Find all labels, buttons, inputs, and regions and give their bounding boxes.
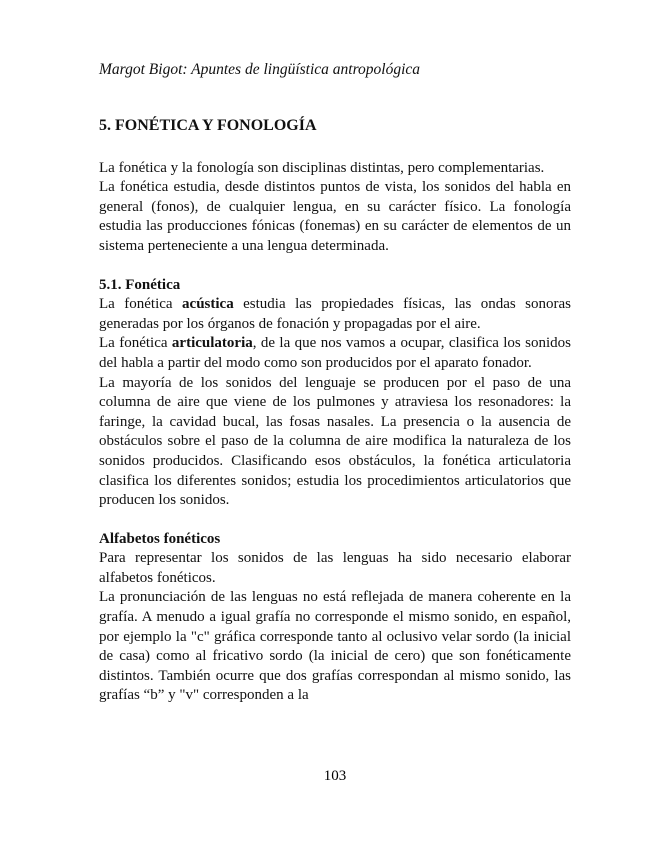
section-heading-fonetica: 5.1. Fonética (99, 276, 181, 293)
running-head: Margot Bigot: Apuntes de lingüística antropológica (99, 61, 421, 78)
intro-paragraph-2: La fonética estudia, desde distintos puntos de vista, los sonidos del habla en general (fonos), de cualquier lengua, en su carácter físico. La fonología estudia las producciones fónicas (fonemas) en su carácter de elementos de un sistema perteneciente a una lengua determinada. (99, 179, 571, 254)
spacer (99, 257, 571, 276)
text-run: La fonética (99, 296, 183, 313)
spacer (99, 511, 571, 530)
paragraph-alfabetos-2: La pronunciación de las lenguas no está reflejada de manera coherente en la grafía. A menudo a igual grafía no corresponde el mismo sonido, en español, por ejemplo la "c" gráfica corresponde tanto al oclusivo velar sordo (la inicial de casa) como al fricativo sordo (la inicial de cero) que son fonéticamente distintos. También ocurre que dos grafías correspondan al mismo sonido, las grafías “b” y "v" corresponden a la (99, 589, 571, 704)
text-run: , de la que nos vamos a ocupar, clasifica los sonidos del habla a partir del modo como son producidos por el aparato fonador. (99, 335, 572, 371)
section-heading-alfabetos: Alfabetos fonéticos (99, 530, 221, 547)
paragraph-alfabetos-1: Para representar los sonidos de las lenguas ha sido necesario elaborar alfabetos fonéticos. (99, 550, 571, 586)
paragraph-sonidos: La mayoría de los sonidos del lenguaje se producen por el paso de una columna de aire que viene de los pulmones y atraviesa los resonadores: la faringe, la cavidad bucal, las fosas nasales. La presencia o la ausencia de obstáculos sobre el paso de la columna de aire modifica la naturaleza de los sonidos producidos. Clasificando esos obstáculos, la fonética articulatoria clasifica los diferentes sonidos; estudia los procedimientos articulatorios que producen los sonidos. (99, 374, 571, 509)
text-run: La fonética (99, 335, 172, 352)
intro-paragraph-1: La fonética y la fonología son disciplinas distintas, pero complementarias. (99, 159, 545, 176)
term-acustica: acústica (182, 296, 234, 313)
term-articulatoria: articulatoria (171, 335, 253, 352)
page-number: 103 (323, 768, 347, 784)
paragraph-articulatoria (99, 334, 571, 373)
chapter-title: 5. FONÉTICA Y FONOLOGÍA (99, 116, 317, 134)
page-body (99, 60, 571, 706)
paragraph-acustica (99, 295, 571, 334)
text-run: estudia las propiedades físicas, las ondas sonoras generadas por los órganos de fonación y propagadas por el aire. (99, 296, 572, 332)
